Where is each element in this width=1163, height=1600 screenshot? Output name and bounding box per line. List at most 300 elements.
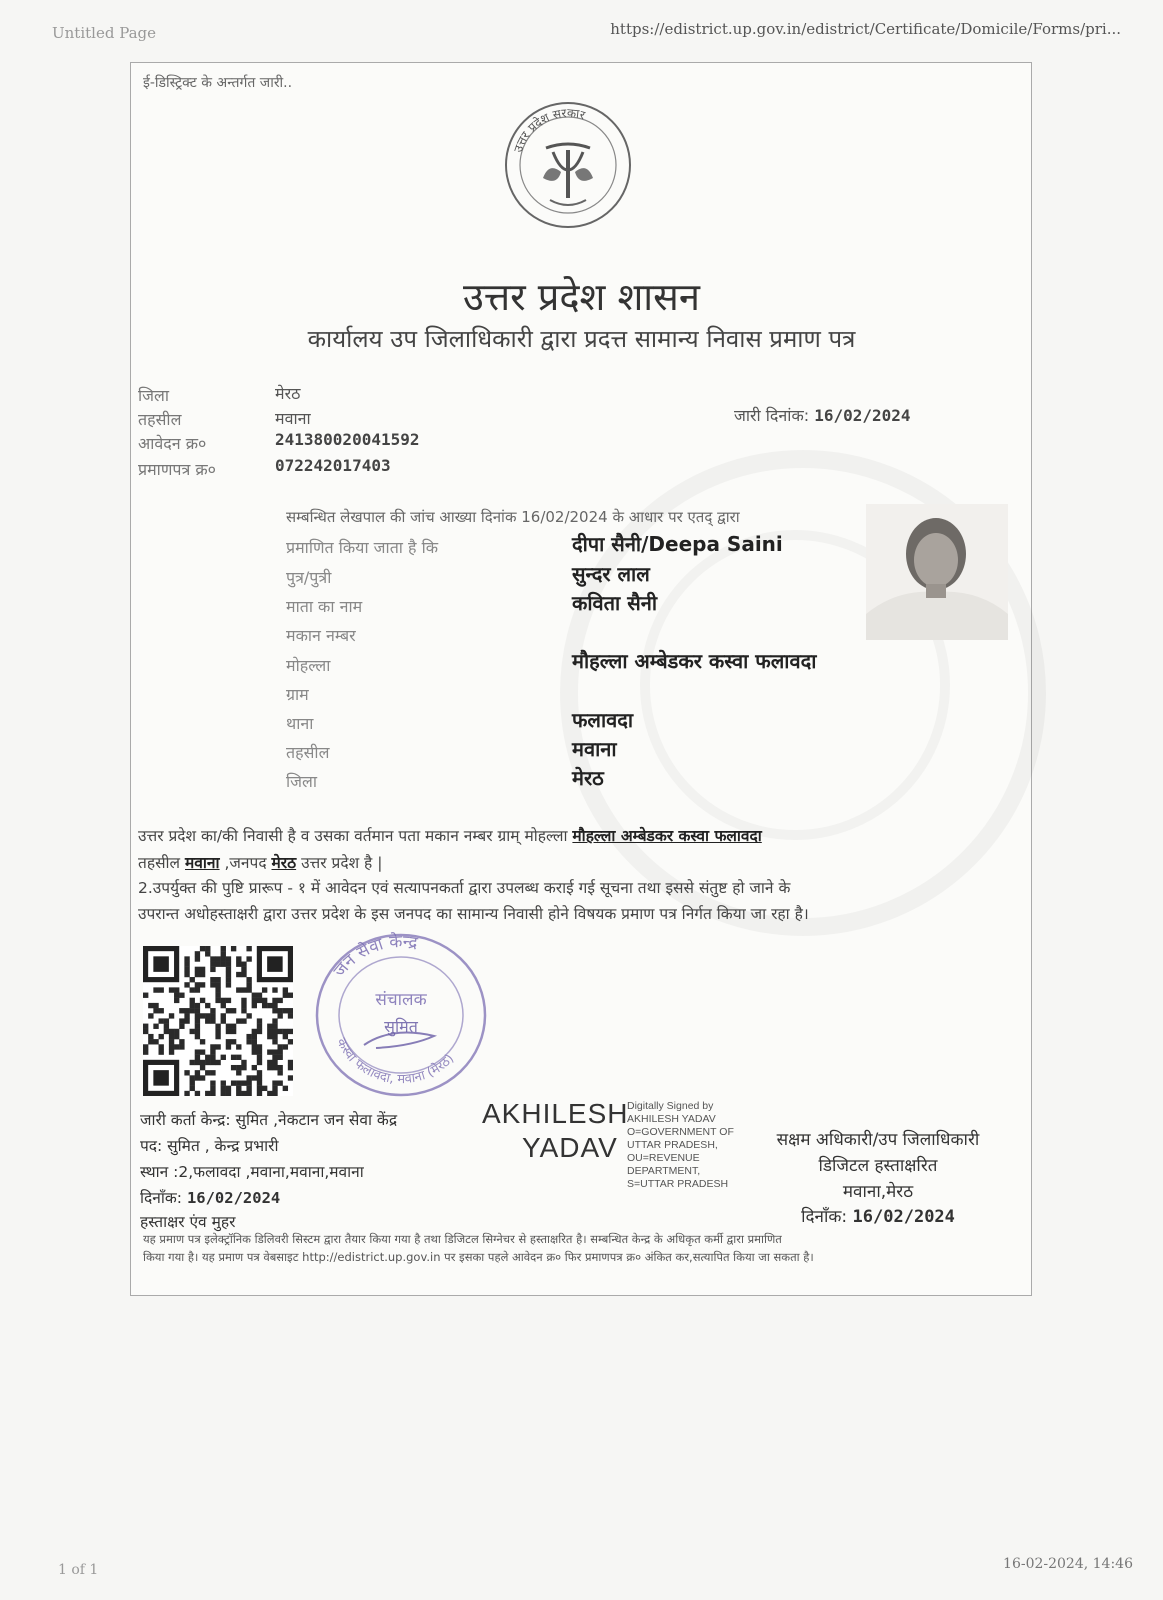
meta-value-tehsil: मवाना (275, 409, 311, 428)
qr-module (221, 962, 226, 967)
qr-module (267, 1029, 272, 1034)
digital-signature-details (627, 1100, 734, 1191)
qr-module (174, 987, 179, 992)
qr-module (231, 1039, 236, 1044)
qr-module (252, 1029, 257, 1034)
qr-module (195, 1018, 200, 1023)
qr-module (272, 998, 277, 1003)
applicant-photo (866, 504, 1008, 640)
qr-module (205, 1070, 210, 1075)
print-header-url: https://edistrict.up.gov.in/edistrict/Certificate/Domicile/Forms/pri... (610, 20, 1121, 38)
qr-module (159, 1044, 164, 1049)
qr-module (190, 977, 195, 982)
field-value-tehsil: मवाना (572, 737, 617, 761)
qr-module (246, 982, 251, 987)
qr-module (272, 1080, 277, 1085)
qr-module (288, 993, 293, 998)
qr-module (148, 1039, 153, 1044)
qr-module (195, 1008, 200, 1013)
qr-module (241, 1003, 246, 1008)
qr-module (252, 1065, 257, 1070)
qr-module (205, 946, 210, 951)
qr-module (148, 1003, 153, 1008)
qr-module (257, 993, 262, 998)
qr-module (190, 1029, 195, 1034)
qr-module (236, 1065, 241, 1070)
dsig-line: UTTAR PRADESH, (627, 1139, 718, 1151)
qr-module (210, 1013, 215, 1018)
qr-module (184, 967, 189, 972)
qr-module (272, 1008, 277, 1013)
field-value-son-daughter-of: सुन्दर लाल (572, 562, 650, 586)
qr-module (200, 972, 205, 977)
qr-module (195, 951, 200, 956)
certificate-footnote (143, 1230, 1013, 1266)
qr-module (195, 1024, 200, 1029)
qr-module (205, 1013, 210, 1018)
field-label-mohalla: मोहल्ला (286, 656, 331, 675)
qr-module (236, 1044, 241, 1049)
qr-module (288, 1060, 293, 1065)
qr-module (205, 1003, 210, 1008)
qr-module (200, 1075, 205, 1080)
qr-module (283, 987, 288, 992)
qr-module (288, 1013, 293, 1018)
qr-module (226, 962, 231, 967)
field-label-district: जिला (286, 772, 318, 791)
issuer-post: पद: सुमित , केन्द्र प्रभारी (140, 1137, 279, 1155)
qr-module (246, 1013, 251, 1018)
qr-module (241, 998, 246, 1003)
qr-module (272, 1029, 277, 1034)
issuer-date-value: 16/02/2024 (186, 1189, 281, 1207)
qr-module (236, 1070, 241, 1075)
qr-module (179, 1018, 184, 1023)
qr-module (288, 1008, 293, 1013)
top-note: ई-डिस्ट्रिक्ट के अन्तर्गत जारी.. (143, 75, 293, 91)
qr-module (195, 1049, 200, 1054)
stamp-top-text: जन सेवा केन्द्र (329, 931, 419, 982)
qr-module (210, 1008, 215, 1013)
qr-module (179, 993, 184, 998)
qr-module (272, 987, 277, 992)
qr-module (277, 1013, 282, 1018)
qr-module (241, 1065, 246, 1070)
qr-module (272, 1065, 277, 1070)
qr-module (267, 1034, 272, 1039)
qr-module (277, 1044, 282, 1049)
qr-module (195, 1029, 200, 1034)
qr-module (231, 1055, 236, 1060)
qr-module (262, 987, 267, 992)
qr-module (190, 998, 195, 1003)
qr-module (277, 1070, 282, 1075)
meta-label-district: जिला (138, 386, 170, 405)
qr-module (215, 977, 220, 982)
qr-module (164, 1024, 169, 1029)
qr-module (226, 967, 231, 972)
meta-value-application-no: 241380020041592 (275, 430, 420, 449)
qr-module (195, 967, 200, 972)
qr-module (221, 1086, 226, 1091)
qr-module (226, 1029, 231, 1034)
qr-module (226, 1039, 231, 1044)
dsig-line: O=GOVERNMENT OF (627, 1126, 734, 1138)
qr-module (215, 993, 220, 998)
qr-module (283, 993, 288, 998)
qr-module (195, 987, 200, 992)
qr-module (169, 987, 174, 992)
qr-module (210, 1070, 215, 1075)
qr-module (143, 1024, 148, 1029)
qr-module (236, 1055, 241, 1060)
qr-module (215, 1060, 220, 1065)
qr-module (195, 1034, 200, 1039)
qr-module (221, 1003, 226, 1008)
qr-module (190, 1008, 195, 1013)
qr-module (164, 1018, 169, 1023)
qr-module (179, 1044, 184, 1049)
qr-module (221, 1055, 226, 1060)
qr-module (210, 1091, 215, 1096)
qr-module (210, 967, 215, 972)
qr-module (200, 1060, 205, 1065)
stamp-bottom-text: कस्वा फलावदा, मवाना (मेरठ) (333, 1035, 458, 1088)
field-value-mohalla: मौहल्ला अम्बेडकर कस्वा फलावदा (572, 649, 817, 673)
qr-module (272, 1049, 277, 1054)
qr-module (221, 1018, 226, 1023)
stamp-signature-text: सुमित (384, 1017, 418, 1036)
qr-module (267, 1003, 272, 1008)
qr-module (241, 972, 246, 977)
footnote-line1: यह प्रमाण पत्र इलेक्ट्रॉनिक डिलिवरी सिस्टम द्वारा तैयार किया गया है तथा डिजिटल सिग्नेचर से हस्ताक्षरित है। सम्बन्धित केन्द्र के अधिकृत कर्मी द्वारा प्रमाणित (143, 1232, 782, 1246)
print-header-title: Untitled Page (52, 24, 157, 42)
jan-seva-kendra-stamp (312, 930, 490, 1100)
qr-module (272, 1060, 277, 1065)
qr-module (153, 1039, 158, 1044)
qr-module (277, 1065, 282, 1070)
qr-module (226, 982, 231, 987)
qr-module (148, 1034, 153, 1039)
qr-module (236, 962, 241, 967)
qr-module (215, 1029, 220, 1034)
dsig-line: DEPARTMENT, (627, 1165, 701, 1177)
qr-module (252, 993, 257, 998)
para1-mohalla: मौहल्ला अम्बेडकर कस्वा फलावदा (572, 827, 762, 845)
issue-date-label: जारी दिनांक: (734, 406, 810, 425)
qr-module (184, 962, 189, 967)
qr-module (184, 1070, 189, 1075)
para1-janpad: मेरठ (271, 854, 297, 872)
qr-module (221, 946, 226, 951)
qr-module (184, 1013, 189, 1018)
digital-signer-name-line1: AKHILESH (482, 1098, 629, 1129)
qr-module (257, 1080, 262, 1085)
qr-module (174, 1029, 179, 1034)
qr-finder (153, 956, 169, 972)
para1-tehsil: मवाना (185, 854, 220, 872)
qr-module (257, 1044, 262, 1049)
qr-module (190, 987, 195, 992)
qr-module (195, 956, 200, 961)
qr-module (200, 946, 205, 951)
qr-module (231, 946, 236, 951)
qr-module (184, 1008, 189, 1013)
qr-module (169, 1049, 174, 1054)
qr-module (231, 1024, 236, 1029)
qr-module (174, 1044, 179, 1049)
qr-module (143, 1029, 148, 1034)
qr-module (267, 1091, 272, 1096)
field-label-certified-person: प्रमाणित किया जाता है कि (286, 538, 439, 557)
footnote-line2: किया गया है। यह प्रमाण पत्र वेबसाइट http://edistrict.up.gov.in पर इसका पहले आवेदन क्र० फिर प्रमाणपत्र क्र० अंकित कर,सत्यापित किया जा सकता है। (143, 1250, 814, 1264)
qr-module (190, 1075, 195, 1080)
qr-module (252, 1049, 257, 1054)
qr-module (184, 972, 189, 977)
dsig-line: AKHILESH YADAV (627, 1113, 716, 1125)
qr-module (272, 1003, 277, 1008)
qr-module (231, 1065, 236, 1070)
qr-module (241, 1008, 246, 1013)
qr-module (262, 998, 267, 1003)
issuer-center: जारी कर्ता केन्द्र: सुमित ,नेकटान जन सेवा केंद्र (140, 1111, 398, 1129)
qr-module (257, 1024, 262, 1029)
qr-module (169, 1044, 174, 1049)
qr-module (257, 1075, 262, 1080)
qr-module (241, 1080, 246, 1085)
qr-module (210, 956, 215, 961)
qr-module (283, 1044, 288, 1049)
field-label-tehsil: तहसील (286, 743, 330, 762)
qr-module (210, 962, 215, 967)
qr-module (148, 1013, 153, 1018)
qr-module (184, 956, 189, 961)
stamp-center-text: संचालक (375, 990, 427, 1010)
emblem-text: उत्तर प्रदेश सरकार (510, 105, 587, 155)
qr-module (195, 1060, 200, 1065)
qr-module (236, 972, 241, 977)
qr-module (153, 1024, 158, 1029)
qr-module (277, 1049, 282, 1054)
qr-module (174, 998, 179, 1003)
qr-module (169, 1039, 174, 1044)
qr-module (283, 1034, 288, 1039)
qr-module (288, 1039, 293, 1044)
qr-module (195, 1055, 200, 1060)
qr-module (226, 1044, 231, 1049)
residence-paragraph-line1 (138, 824, 1018, 846)
issue-date-block (734, 404, 911, 426)
qr-module (226, 1024, 231, 1029)
qr-module (153, 1003, 158, 1008)
qr-module (143, 993, 148, 998)
qr-module (288, 1029, 293, 1034)
authority-date-label: दिनाँक: (801, 1207, 848, 1227)
qr-module (210, 1018, 215, 1023)
qr-module (190, 1086, 195, 1091)
certificate-subtitle: कार्यालय उप जिलाधिकारी द्वारा प्रदत्त सामान्य निवास प्रमाण पत्र (307, 325, 856, 353)
qr-module (257, 1070, 262, 1075)
qr-module (200, 1049, 205, 1054)
qr-module (215, 956, 220, 961)
qr-module (200, 1013, 205, 1018)
qr-module (226, 956, 231, 961)
field-label-house-number: मकान नम्बर (286, 626, 356, 645)
qr-module (221, 956, 226, 961)
qr-module (257, 1086, 262, 1091)
authority-line3: मवाना,मेरठ (842, 1182, 914, 1202)
qr-module (272, 1024, 277, 1029)
qr-module (241, 967, 246, 972)
qr-module (215, 998, 220, 1003)
qr-module (179, 1008, 184, 1013)
qr-module (226, 1008, 231, 1013)
qr-module (210, 1080, 215, 1085)
meta-value-district: मेरठ (275, 384, 301, 403)
qr-module (272, 1018, 277, 1023)
confirmation-paragraph-line1: 2.उपर्युक्त की पुष्टि प्रारूप - १ में आवेदन एवं सत्यापनकर्ता द्वारा उपलब्ध कराई गई सूचना तथा इससे संतुष्ट हो जाने के (138, 879, 791, 897)
qr-module (226, 972, 231, 977)
qr-module (195, 1013, 200, 1018)
qr-module (205, 1091, 210, 1096)
qr-module (179, 1039, 184, 1044)
qr-module (272, 1039, 277, 1044)
qr-module (262, 1003, 267, 1008)
qr-module (159, 1049, 164, 1054)
meta-value-certificate-no: 072242017403 (275, 456, 391, 475)
up-government-emblem-icon (498, 100, 638, 230)
svg-text:जन सेवा केन्द्र (330, 931, 420, 981)
issuer-date-label: दिनाँक: (140, 1189, 182, 1207)
print-footer-datetime: 16-02-2024, 14:46 (1003, 1556, 1133, 1572)
qr-module (210, 1060, 215, 1065)
qr-module (184, 982, 189, 987)
qr-module (195, 1075, 200, 1080)
dsig-line: S=UTTAR PRADESH (627, 1178, 729, 1190)
qr-module (241, 1018, 246, 1023)
qr-module (257, 1055, 262, 1060)
qr-module (179, 1024, 184, 1029)
qr-finder (153, 1070, 169, 1086)
qr-module (195, 1091, 200, 1096)
qr-module (252, 1075, 257, 1080)
qr-module (190, 1060, 195, 1065)
intro-line: सम्बन्धित लेखपाल की जांच आख्या दिनांक 16/02/2024 के आधार पर एतद् द्वारा (286, 508, 740, 526)
qr-module (246, 956, 251, 961)
qr-module (200, 998, 205, 1003)
qr-module (246, 1091, 251, 1096)
qr-module (272, 1091, 277, 1096)
qr-module (272, 1086, 277, 1091)
qr-module (267, 1065, 272, 1070)
qr-module (283, 1086, 288, 1091)
authority-line1: सक्षम अधिकारी/उप जिलाधिकारी (776, 1130, 980, 1150)
qr-module (277, 1080, 282, 1085)
qr-module (174, 1034, 179, 1039)
dsig-line: Digitally Signed by (627, 1100, 714, 1112)
digital-signer-name-line2: YADAV (522, 1132, 618, 1163)
qr-module (272, 1055, 277, 1060)
qr-module (272, 1034, 277, 1039)
field-label-police-station: थाना (286, 714, 314, 733)
field-label-son-daughter-of: पुत्र/पुत्री (286, 568, 332, 587)
qr-module (277, 1008, 282, 1013)
qr-module (205, 1055, 210, 1060)
qr-module (236, 1086, 241, 1091)
field-label-mother-name: माता का नाम (286, 597, 363, 616)
qr-module (143, 1044, 148, 1049)
qr-module (277, 1029, 282, 1034)
qr-module (288, 1075, 293, 1080)
qr-module (195, 1003, 200, 1008)
qr-module (210, 1044, 215, 1049)
qr-module (246, 1039, 251, 1044)
qr-module (184, 1018, 189, 1023)
print-footer-page: 1 of 1 (58, 1562, 99, 1578)
qr-module (257, 1060, 262, 1065)
qr-module (169, 1029, 174, 1034)
qr-module (246, 1034, 251, 1039)
qr-module (159, 1034, 164, 1039)
qr-module (241, 987, 246, 992)
qr-module (195, 1070, 200, 1075)
qr-module (215, 962, 220, 967)
meta-label-certificate-no: प्रमाणपत्र क्र० (138, 460, 216, 479)
qr-module (283, 1029, 288, 1034)
qr-module (153, 987, 158, 992)
qr-module (226, 977, 231, 982)
qr-module (246, 977, 251, 982)
qr-module (231, 1008, 236, 1013)
qr-module (215, 1024, 220, 1029)
issuer-sign-label: हस्ताक्षर एंव मुहर (140, 1213, 236, 1231)
authority-date (748, 1204, 1008, 1227)
residence-paragraph-line2 (138, 851, 1018, 873)
para1-suffix: उत्तर प्रदेश है | (301, 854, 383, 872)
qr-module (277, 1055, 282, 1060)
qr-module (210, 1086, 215, 1091)
qr-module (184, 1091, 189, 1096)
qr-module (200, 967, 205, 972)
qr-module (241, 1060, 246, 1065)
qr-module (241, 1091, 246, 1096)
field-label-village: ग्राम (286, 685, 309, 704)
qr-module (257, 998, 262, 1003)
meta-label-tehsil: तहसील (138, 410, 182, 429)
qr-module (267, 1049, 272, 1054)
qr-module (169, 1034, 174, 1039)
dsig-line: OU=REVENUE (627, 1152, 700, 1164)
qr-module (246, 1080, 251, 1085)
qr-module (236, 1091, 241, 1096)
qr-module (246, 946, 251, 951)
qr-module (221, 1013, 226, 1018)
qr-module (221, 951, 226, 956)
qr-module (200, 1065, 205, 1070)
qr-module (267, 1024, 272, 1029)
qr-module (210, 1049, 215, 1054)
qr-module (190, 1080, 195, 1085)
confirmation-paragraph-line2: उपरान्त अधोहस्ताक्षरी द्वारा उत्तर प्रदेश के इस जनपद का सामान्य निवासी होने विषयक प्रमाण पत्र निर्गत किया जा रहा है। (138, 905, 809, 923)
qr-module (215, 1044, 220, 1049)
qr-module (205, 1018, 210, 1023)
authority-date-value: 16/02/2024 (852, 1207, 955, 1227)
meta-label-application-no: आवेदन क्र० (138, 434, 207, 453)
para1-tehsil-label: तहसील (138, 854, 181, 872)
qr-module (241, 962, 246, 967)
qr-module (252, 1034, 257, 1039)
qr-module (288, 1065, 293, 1070)
